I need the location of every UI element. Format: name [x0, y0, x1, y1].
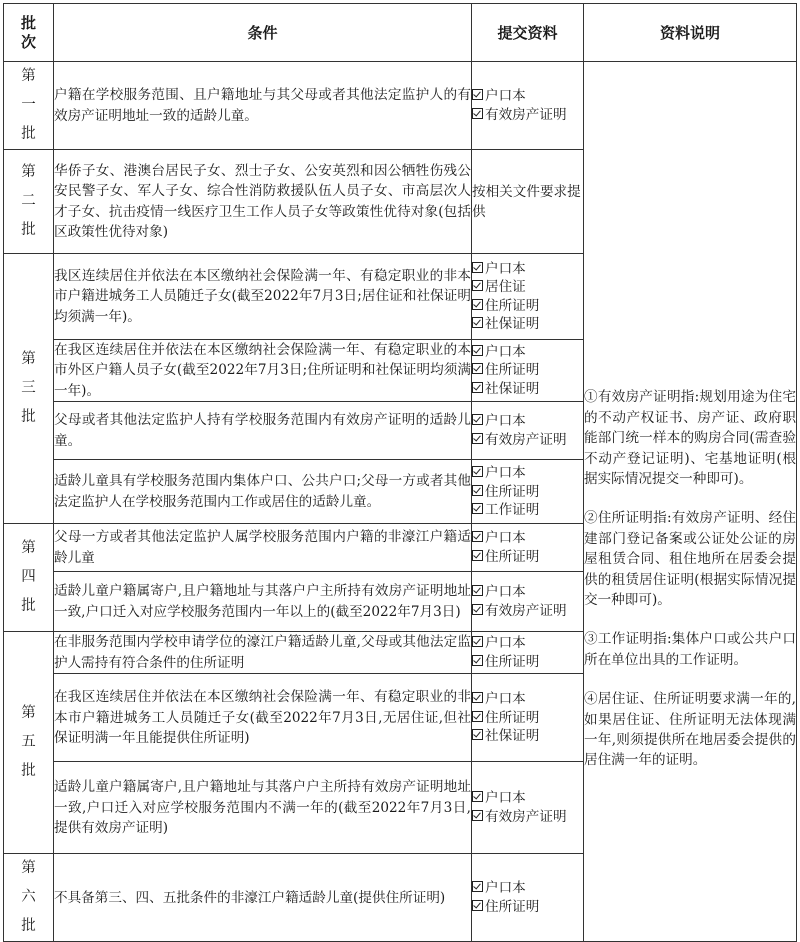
- document-item-label: 户口本: [485, 344, 526, 361]
- checked-box-icon: [472, 810, 483, 821]
- document-item-label: 有效房产证明: [485, 602, 567, 619]
- document-item-label: 居住证: [485, 279, 526, 296]
- header-batch-char-1: 批: [20, 13, 36, 32]
- document-item-label: 住所证明: [485, 548, 540, 565]
- explanation-note: ②住所证明指:有效房产证明、经住建部门登记备案或公证处公证的房屋租赁合同、租住地所在居委会提供的租赁居住证明(根据实际情况提交一种即可)。: [584, 510, 796, 609]
- document-item: [472, 106, 583, 124]
- document-item: [472, 361, 583, 379]
- document-item-label: 有效房产证明: [485, 808, 567, 825]
- document-item-label: 社保证明: [485, 380, 540, 397]
- document-item-label: 工作证明: [485, 501, 540, 518]
- condition-cell: 适龄儿童具有学校服务范围内集体户口、公共户口;父母一方或者其他法定监护人在学校服务范围内工作或居住的适龄儿童。: [54, 460, 472, 524]
- document-item: [472, 529, 583, 547]
- checked-box-icon: [472, 655, 483, 666]
- condition-cell: 在我区连续居住并依法在本区缴纳社会保险满一年、有稳定职业的本市外区户籍人员子女(截至2022年7月3日;住所证明和社保证明均须满一年)。: [54, 340, 472, 402]
- document-item-label: 住所证明: [485, 898, 540, 915]
- document-item: [472, 690, 583, 708]
- checked-box-icon: [472, 262, 483, 273]
- document-item-label: 户口本: [485, 413, 526, 430]
- document-item-label: 住所证明: [485, 653, 540, 670]
- document-item: [472, 808, 583, 826]
- document-item: [472, 431, 583, 449]
- explanation-note: ①有效房产证明指:规划用途为住宅的不动产权证书、房产证、政府职能部门统一样本的购房合同(需查验不动产登记证明)、宅基地证明(根据实际情况提交一种即可)。: [584, 389, 796, 487]
- document-item: [472, 548, 583, 566]
- checked-box-icon: [472, 791, 483, 802]
- document-item: [472, 315, 583, 333]
- condition-cell: 华侨子女、港澳台居民子女、烈士子女、公安英烈和因公牺牲伤残公安民警子女、军人子女、综合性消防救援队伍人员子女、市高层次人才子女、抗击疫情一线医疗卫生工作人员子女等政策性优待对象(包括区政策性优待对象): [54, 150, 472, 254]
- documents-cell: [472, 762, 584, 854]
- header-explanation: 资料说明: [584, 4, 797, 62]
- document-item: [472, 653, 583, 671]
- checked-box-icon: [472, 363, 483, 374]
- document-item-label: 住所证明: [485, 483, 540, 500]
- document-item-label: 住所证明: [485, 709, 540, 726]
- documents-cell: [472, 402, 584, 460]
- document-item-label: 住所证明: [485, 362, 540, 379]
- condition-cell: 不具备第三、四、五批条件的非濠江户籍适龄儿童(提供住所证明): [54, 854, 472, 942]
- document-item: [472, 501, 583, 519]
- condition-cell: 父母一方或者其他法定监护人属学校服务范围内户籍的非濠江户籍适龄儿童: [54, 524, 472, 572]
- checked-box-icon: [472, 729, 483, 740]
- checked-box-icon: [472, 503, 483, 514]
- header-batch-char-2: 次: [20, 32, 36, 51]
- checked-box-icon: [472, 382, 483, 393]
- batch-label: [4, 524, 54, 632]
- condition-cell: 适龄儿童户籍属寄户,且户籍地址与其落户户主所持有效房产证明地址一致,户口迁入对应学校服务范围内一年以上的(截至2022年7月3日): [54, 572, 472, 632]
- document-item: [472, 898, 583, 916]
- header-documents: 提交资料: [472, 4, 584, 62]
- checked-box-icon: [472, 692, 483, 703]
- document-item: [472, 343, 583, 361]
- batch-label-text: 第一批: [21, 68, 36, 142]
- document-item-label: 社保证明: [485, 315, 540, 332]
- explanation-note: ③工作证明指:集体户口或公共户口所在单位出具的工作证明。: [584, 631, 796, 668]
- document-item: [472, 464, 583, 482]
- document-item-label: 户口本: [485, 635, 526, 652]
- document-item-label: 户口本: [485, 584, 526, 601]
- batch-label: [4, 854, 54, 942]
- document-item: [472, 380, 583, 398]
- header-batch: [4, 4, 54, 62]
- checked-box-icon: [472, 711, 483, 722]
- batch-label: [4, 254, 54, 524]
- document-item: [472, 789, 583, 807]
- header-condition: 条件: [54, 4, 472, 62]
- document-item: [472, 634, 583, 652]
- document-item-label: 户口本: [485, 530, 526, 547]
- batch-label: [4, 150, 54, 254]
- document-item: [472, 260, 583, 278]
- document-item: [472, 602, 583, 620]
- batch-label-text: 第六批: [21, 860, 36, 935]
- checked-box-icon: [472, 345, 483, 356]
- checked-box-icon: [472, 900, 483, 911]
- document-item-label: 户口本: [485, 465, 526, 482]
- header-row: [4, 4, 797, 62]
- documents-cell: [472, 460, 584, 524]
- document-item: [472, 483, 583, 501]
- batch-label-text: 第五批: [21, 705, 36, 780]
- documents-cell: [472, 854, 584, 942]
- condition-cell: 我区连续居住并依法在本区缴纳社会保险满一年、有稳定职业的非本市户籍进城务工人员随迁子女(截至2022年7月3日;居住证和社保证明均须满一年)。: [54, 254, 472, 340]
- document-item-label: 户口本: [485, 260, 526, 277]
- condition-cell: 在非服务范围内学校申请学位的濠江户籍适龄儿童,父母或其他法定监护人需持有符合条件的住所证明: [54, 632, 472, 674]
- documents-cell: [472, 62, 584, 150]
- document-item-label: 社保证明: [485, 727, 540, 744]
- enrollment-batch-table: [3, 3, 797, 942]
- batch-label-text: 第二批: [21, 164, 36, 238]
- checked-box-icon: [472, 636, 483, 647]
- document-item: [472, 727, 583, 745]
- document-item-label: 户口本: [485, 88, 526, 105]
- documents-cell: [472, 572, 584, 632]
- document-item: [472, 709, 583, 727]
- document-item: [472, 278, 583, 296]
- batch-label: [4, 62, 54, 150]
- checked-box-icon: [472, 89, 483, 100]
- checked-box-icon: [472, 299, 483, 310]
- table-row: [4, 62, 797, 150]
- document-item: [472, 87, 583, 105]
- document-item-label: 户口本: [485, 691, 526, 708]
- document-item-label: 户口本: [485, 790, 526, 807]
- document-item: [472, 297, 583, 315]
- checked-box-icon: [472, 280, 483, 291]
- condition-cell: 户籍在学校服务范围、且户籍地址与其父母或者其他法定监护人的有效房产证明地址一致的适龄儿童。: [54, 62, 472, 150]
- batch-label: [4, 632, 54, 854]
- document-item: [472, 879, 583, 897]
- checked-box-icon: [472, 433, 483, 444]
- condition-cell: 在我区连续居住并依法在本区缴纳社会保险满一年、有稳定职业的非本市户籍进城务工人员随迁子女(截至2022年7月3日,无居住证,但社保证明满一年且能提供住所证明): [54, 674, 472, 762]
- checked-box-icon: [472, 317, 483, 328]
- documents-cell: [472, 632, 584, 674]
- condition-cell: 父母或者其他法定监护人持有学校服务范围内有效房产证明的适龄儿童。: [54, 402, 472, 460]
- explanation-note: ④居住证、住所证明要求满一年的,如果居住证、住所证明无法体现满一年,则须提供所在地居委会提供的居住满一年的证明。: [584, 691, 796, 769]
- table-body: [4, 62, 797, 942]
- document-item-label: 有效房产证明: [485, 431, 567, 448]
- checked-box-icon: [472, 585, 483, 596]
- checked-box-icon: [472, 604, 483, 615]
- checked-box-icon: [472, 881, 483, 892]
- checked-box-icon: [472, 108, 483, 119]
- document-item: [472, 583, 583, 601]
- checked-box-icon: [472, 485, 483, 496]
- explanation-notes: [584, 62, 797, 942]
- documents-cell: [472, 674, 584, 762]
- checked-box-icon: [472, 550, 483, 561]
- condition-cell: 适龄儿童户籍属寄户,且户籍地址与其落户户主所持有效房产证明地址一致,户口迁入对应学校服务范围内不满一年的(截至2022年7月3日,提供有效房产证明): [54, 762, 472, 854]
- documents-text: 按相关文件要求提供: [472, 183, 581, 220]
- document-item-label: 住所证明: [485, 297, 540, 314]
- documents-cell: [472, 340, 584, 402]
- checked-box-icon: [472, 531, 483, 542]
- checked-box-icon: [472, 414, 483, 425]
- documents-cell: [472, 254, 584, 340]
- document-item-label: 户口本: [485, 880, 526, 897]
- document-item: [472, 412, 583, 430]
- documents-cell: [472, 524, 584, 572]
- documents-cell: [472, 150, 584, 254]
- checked-box-icon: [472, 466, 483, 477]
- batch-label-text: 第四批: [21, 540, 36, 615]
- document-item-label: 有效房产证明: [485, 106, 567, 123]
- batch-label-text: 第三批: [21, 351, 36, 426]
